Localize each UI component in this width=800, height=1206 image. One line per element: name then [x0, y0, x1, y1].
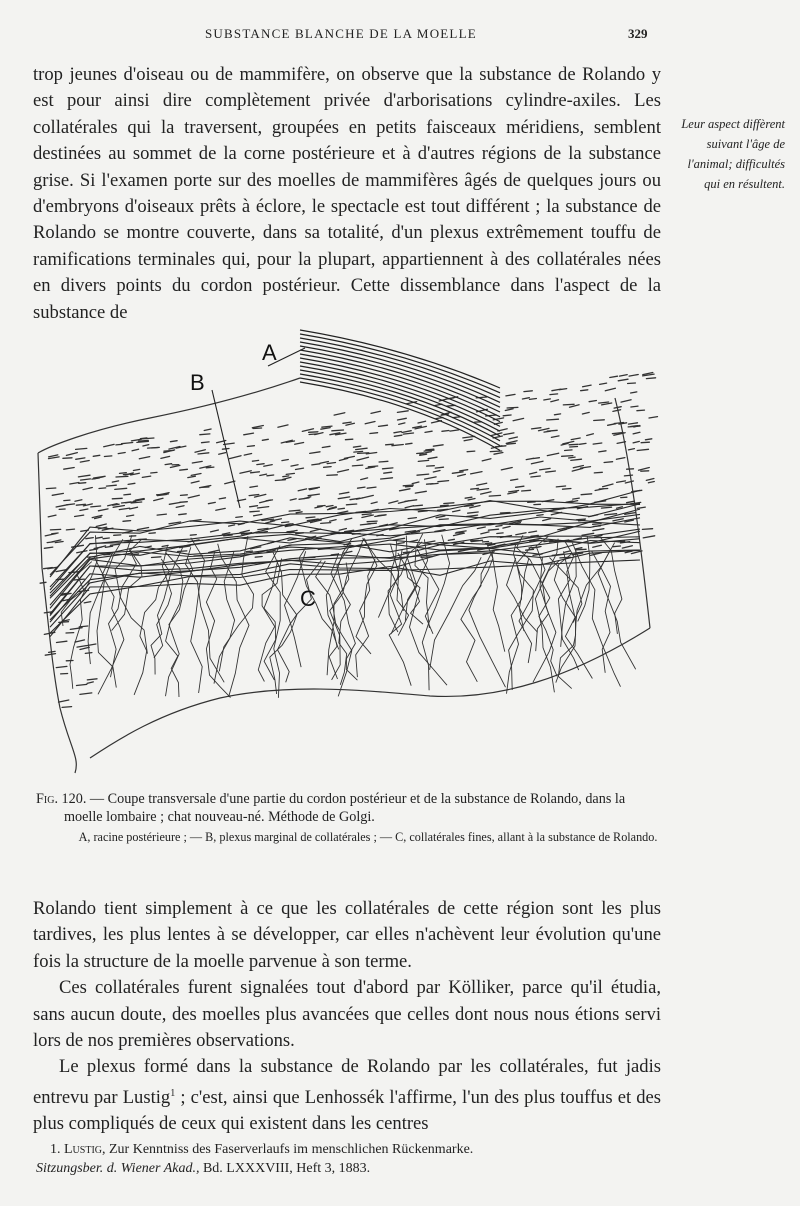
figure-caption [36, 790, 662, 845]
caption-legend: A, racine postérieure ; — B, plexus marginal de collatérales ; — C, collatérales fines, allant à la substance de Rolando. [78, 830, 658, 844]
margin-note: Leur aspect diffèrent suivant l'âge de l'animal; difficultés qui en résultent. [681, 117, 785, 191]
footnote [36, 1140, 662, 1178]
footnote-number: 1. [50, 1142, 61, 1157]
footnote-author: Lustig, [64, 1142, 106, 1157]
figure-label-b: B [190, 370, 205, 395]
body-paragraph-1 [33, 62, 661, 326]
caption-text: — Coupe transversale d'une partie du cordon postérieur et de la substance de Rolando, dans la moelle lombaire ; chat nouveau-né. Méthode de Golgi. [64, 791, 626, 825]
paragraph-4 [33, 1054, 661, 1137]
page-number: 329 [628, 26, 648, 41]
paragraph-2: Rolando tient simplement à ce que les collatérales de cette région sont les plus tardives, les plus lentes à se développer, car elles n'achèvent leur évolution qu'une fois la structure de la moelle parvenue à son terme. [33, 898, 661, 972]
footnote-details: Bd. LXXXVIII, Heft 3, 1883. [199, 1161, 371, 1176]
footnote-reference: 1 [170, 1087, 176, 1099]
figure-label-c: C [300, 586, 316, 611]
footnote-title: Zur Kenntniss des Faserverlaufs im menschlichen Rückenmarke. [105, 1142, 474, 1157]
page-header [0, 26, 800, 46]
figure-number: Fig. 120. [36, 791, 87, 807]
footnote-journal: Sitzungsber. d. Wiener Akad., [36, 1161, 200, 1176]
paragraph-4-end: ; c'est, ainsi que Lenhossék l'affirme, l'un des plus touffus et des plus compliqués de ceux qui existent dans les centres [33, 1087, 661, 1135]
paragraph-3: Ces collatérales furent signalées tout d'abord par Kölliker, parce qu'il étudia, sans aucun doute, des moelles plus avancées que celles dont nous nous étions servi lors de nos premières observations. [33, 977, 661, 1052]
golgi-section-drawing [30, 318, 670, 788]
body-text-after-figure [33, 896, 661, 1138]
paragraph-text: trop jeunes d'oiseau ou de mammifère, on observe que la substance de Rolando y est pour ainsi dire complètement privée d'arborisations cylindre-axiles. Les collatérales qui la traversent, groupées en petits faisceaux méridiens, semblent destinées au sommet de la corne postérieure et à d'autres régions de la substance grise. Si l'examen porte sur des moelles de mammifères âgés de quelques jours ou d'embryons d'oiseaux prêts à éclore, le spectacle est tout différent ; la substance de Rolando se montre couverte, dans sa totalité, d'un plexus extrêmement touffu de ramifications terminales qui, pour la plupart, appartiennent à des collatérales nées en divers points du cordon postérieur. Cette dissemblance dans l'aspect de la substance de [33, 64, 661, 323]
running-title: SUBSTANCE BLANCHE DE LA MOELLE [205, 26, 477, 41]
figure-label-a: A [262, 340, 277, 365]
paragraph-4-start: Le plexus formé dans la substance de Rolando par les collatérales, fut jadis entrevu par Lustig [33, 1056, 661, 1109]
figure-120-illustration [30, 318, 670, 788]
